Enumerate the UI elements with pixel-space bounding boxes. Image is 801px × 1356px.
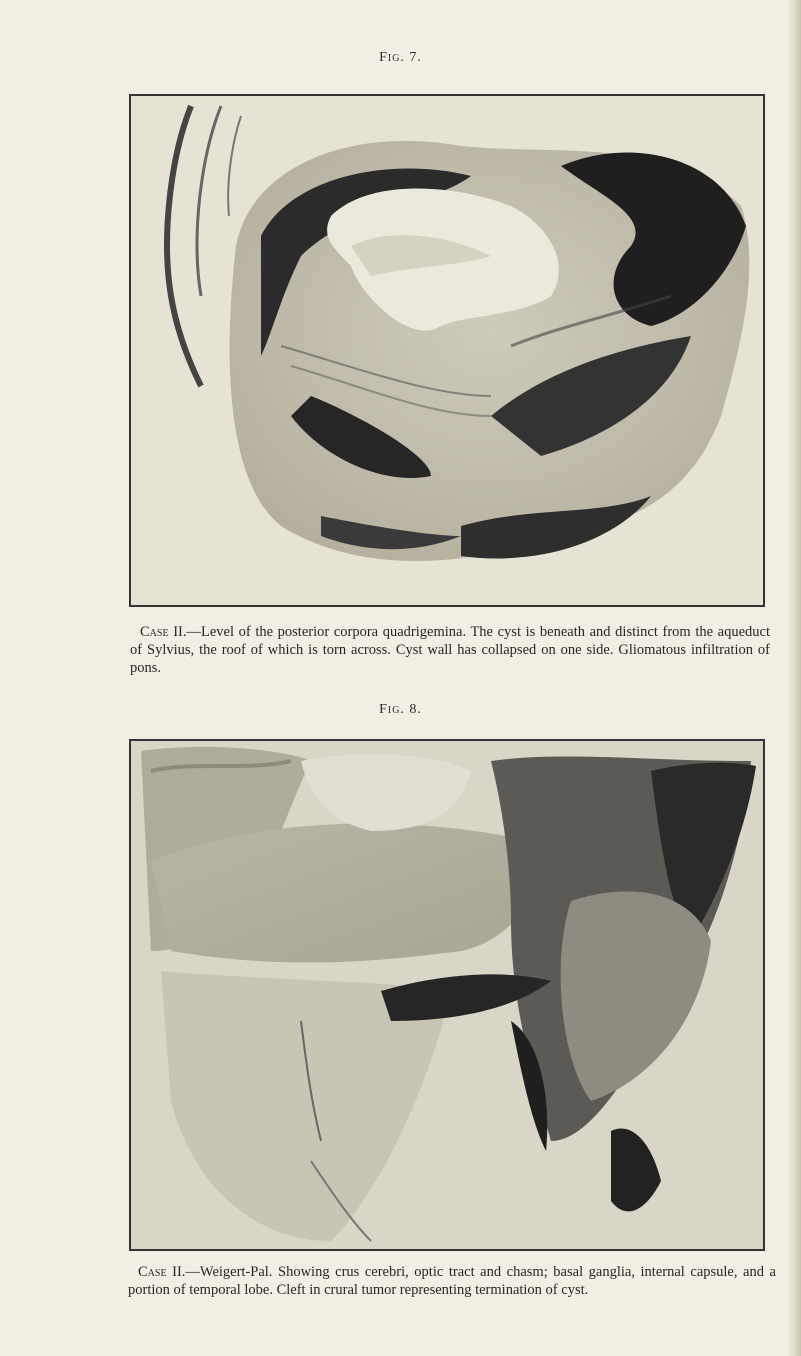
figure-7-caption-text: —Level of the posterior corpora quadrigemina. The cyst is beneath and distinct from the aqueduct of Sylvius, the roof of which is torn across. Cyst wall has collapsed on one side. Gliomatous infiltration of pons. (130, 624, 770, 676)
figure-7-label: Fig. 7. (379, 50, 422, 65)
figure-8-label: Fig. 8. (379, 702, 422, 717)
figure-8-case-label: Case II. (138, 1264, 186, 1280)
figure-7-caption (130, 623, 770, 677)
figure-7-plate (129, 94, 765, 607)
figure-8-caption (128, 1263, 776, 1299)
figure-7-case-label: Case II. (140, 624, 187, 640)
figure-7-micrograph (131, 96, 763, 605)
page-edge-shadow (787, 0, 801, 1356)
figure-8-micrograph (131, 741, 763, 1249)
figure-8-plate (129, 739, 765, 1251)
figure-8-caption-text: —Weigert-Pal. Showing crus cerebri, optic tract and chasm; basal ganglia, internal capsule, and a portion of temporal lobe. Cleft in crural tumor representing termination of cyst. (128, 1264, 776, 1298)
